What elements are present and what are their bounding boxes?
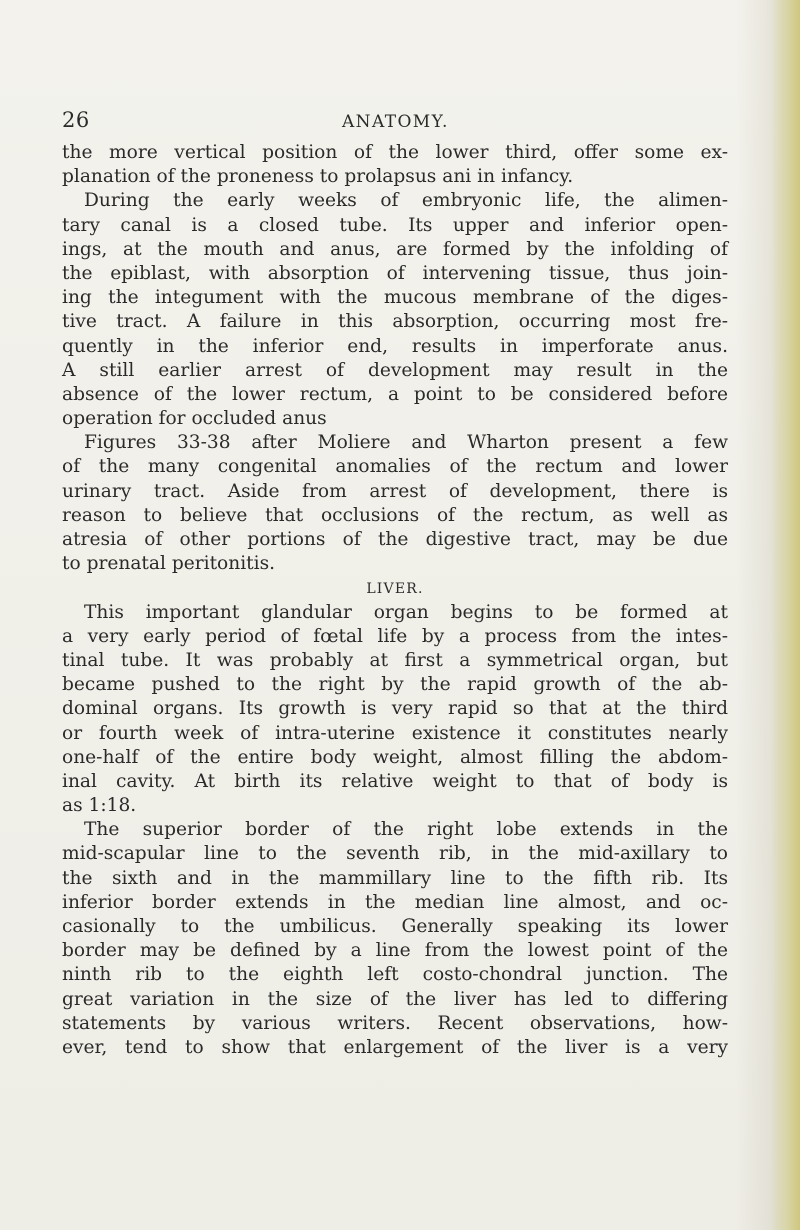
text-line: ever, tend to show that enlargement of the liver is a very [62,1036,728,1058]
text-line: quently in the inferior end, results in imperforate anus. [62,335,728,357]
text-line: A still earlier arrest of development may result in the [62,359,728,381]
text-line: reason to believe that occlusions of the rectum, as well as [62,504,728,526]
text-line: great variation in the size of the liver has led to differing [62,988,728,1010]
text-line: atresia of other portions of the digestive tract, may be due [62,529,728,550]
text-line: inferior border extends in the median line almost, and oc- [62,891,728,913]
text-line: planation of the proneness to prolapsus ani in infancy. [62,166,574,188]
text-line: the sixth and in the mammillary line to the fifth rib. Its [62,867,728,889]
text-line: mid-scapular line to the seventh rib, in the mid-axillary to [62,843,728,865]
text-line: of the many congenital anomalies of the rectum and lower [62,456,728,478]
text-line: border may be defined by a line from the lowest point of the [62,940,728,962]
text-line: the epiblast, with absorption of intervening tissue, thus join- [62,262,728,284]
text-line: operation for occluded anus [62,408,327,430]
page-number: 26 [62,108,90,132]
text-line: tive tract. A failure in this absorption, occurring most fre- [62,311,728,333]
text-line: tinal tube. It was probably at first a symmetrical organ, but [62,649,728,671]
text-line: Figures 33-38 after Moliere and Wharton present a few [84,432,728,454]
text-line: to prenatal peritonitis. [62,553,276,575]
section-heading: LIVER. [366,581,424,598]
running-head: ANATOMY. [342,112,449,132]
text-line: dominal organs. Its growth is very rapid so that at the third [62,698,728,720]
text-line: inal cavity. At birth its relative weight to that of body is [62,770,728,792]
text-line: tary canal is a closed tube. Its upper and inferior open- [62,214,728,236]
text-line: This important glandular organ begins to be formed at [84,601,728,623]
body-text [62,141,728,1060]
text-line: the more vertical position of the lower third, offer some ex- [62,142,728,163]
text-line: absence of the lower rectum, a point to be considered before [62,383,728,405]
text-line: one-half of the entire body weight, almost filling the abdom- [62,746,728,768]
text-line: urinary tract. Aside from arrest of development, there is [62,480,728,502]
text-line: became pushed to the right by the rapid growth of the ab- [62,674,728,696]
text-line: ings, at the mouth and anus, are formed by the infolding of [62,238,728,260]
text-line: statements by various writers. Recent observations, how- [62,1012,728,1034]
text-line: casionally to the umbilicus. Generally speaking its lower [62,916,728,937]
text-line: as 1:18. [62,795,137,817]
text-line: or fourth week of intra-uterine existence it constitutes nearly [62,722,728,744]
text-line: a very early period of fœtal life by a process from the intes- [62,625,728,647]
text-line: During the early weeks of embryonic life, the alimen- [84,190,728,212]
text-line: ing the integument with the mucous membrane of the diges- [62,287,728,309]
page-header [62,108,722,138]
text-line: The superior border of the right lobe extends in the [84,819,728,841]
page-edge-shading [770,0,800,1230]
text-line: ninth rib to the eighth left costo-chondral junction. The [62,964,728,986]
